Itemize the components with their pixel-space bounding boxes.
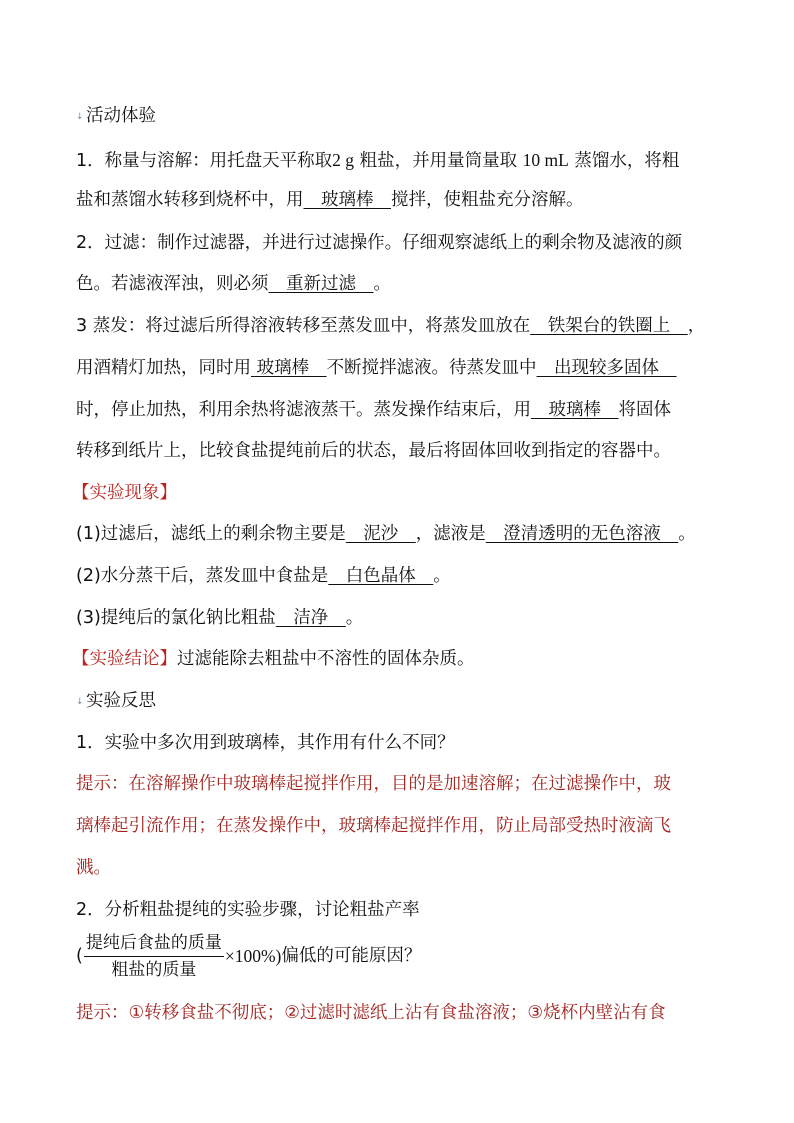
conclusion-line: 【实验结论】过滤能除去粗盐中不溶性的固体杂质。 — [72, 649, 475, 669]
answer-blank: 玻璃棒 — [531, 400, 619, 420]
answer-blank: 铁架台的铁圈上 — [530, 316, 688, 336]
step2-line1: 2．过滤：制作过滤器，并进行过滤操作。仔细观察滤纸上的剩余物及滤液的颜 — [76, 233, 683, 253]
answer-blank: 洁净 — [275, 608, 346, 628]
step3-line2: 用酒精灯加热，同时用 玻璃棒 不断搅拌滤液。待蒸发皿中 出现较多固体 — [76, 358, 677, 378]
bullet-marker-icon: ↓ — [76, 697, 84, 707]
phenomena-item-3: (3)提纯后的氯化钠比粗盐 洁净 。 — [76, 608, 364, 628]
hint-2-line1: 提示：①转移食盐不彻底；②过滤时滤纸上沾有食盐溶液；③烧杯内壁沾有食 — [76, 1003, 666, 1023]
step3-line3: 时，停止加热，利用余热将滤液蒸干。蒸发操作结束后，用 玻璃棒 将固体 — [76, 400, 671, 420]
step3-line1: 3 蒸发：将过滤后所得溶液转移至蒸发皿中，将蒸发皿放在 铁架台的铁圈上 ， — [76, 316, 706, 336]
answer-blank: 玻璃棒 — [251, 358, 327, 378]
section-title-reflection: ↓ 实验反思 — [76, 689, 736, 714]
question-2-formula: ( $\frac{\text{提纯后食盐的质量}}{\text{粗盐的质量}}$ ×100%) 偏低的可能原因？ — [76, 932, 422, 980]
conclusion-heading: 【实验结论】 — [72, 649, 177, 669]
answer-blank: 重新过滤 — [268, 274, 374, 294]
hint-1-line3: 溅。 — [76, 858, 111, 878]
section-title-activity: ↓ 活动体验 — [76, 104, 736, 129]
answer-blank: 白色晶体 — [328, 566, 434, 586]
bullet-marker-icon: ↓ — [76, 112, 84, 122]
answer-blank: 泥沙 — [345, 524, 416, 544]
question-2-line1: 2．分析粗盐提纯的实验步骤，讨论粗盐产率 — [76, 900, 420, 920]
answer-blank: 澄清透明的无色溶液 — [485, 524, 679, 544]
step1-line1: 1．称量与溶解：用托盘天平称取2 g 粗盐，并用量筒量取 10 mL 蒸馏水，将粗 — [76, 150, 680, 171]
step1-line2: 盐和蒸馏水转移到烧杯中，用 玻璃棒 搅拌，使粗盐充分溶解。 — [76, 190, 584, 210]
answer-blank: 出现较多固体 — [536, 358, 677, 378]
step3-line4: 转移到纸片上，比较食盐提纯前后的状态，最后将固体回收到指定的容器中。 — [76, 441, 671, 461]
phenomena-item-1: (1)过滤后，滤纸上的剩余物主要是 泥沙 ，滤液是 澄清透明的无色溶液 。 — [76, 524, 696, 544]
question-1: 1．实验中多次用到玻璃棒，其作用有什么不同？ — [76, 733, 455, 753]
phenomena-item-2: (2)水分蒸干后，蒸发皿中食盐是 白色晶体 。 — [76, 566, 451, 586]
answer-blank: 玻璃棒 — [303, 190, 391, 210]
step2-line2: 色。若滤液浑浊，则必须 重新过滤 。 — [76, 274, 391, 294]
yield-fraction: $\frac{\text{提纯后食盐的质量}}{\text{粗盐的质量}}$ — [85, 932, 222, 980]
phenomena-heading: 【实验现象】 — [72, 483, 177, 503]
hint-1-line1: 提示：在溶解操作中玻璃棒起搅拌作用，目的是加速溶解；在过滤操作中，玻 — [76, 774, 671, 794]
hint-1-line2: 璃棒起引流作用；在蒸发操作中，玻璃棒起搅拌作用，防止局部受热时液滴飞 — [76, 816, 671, 836]
